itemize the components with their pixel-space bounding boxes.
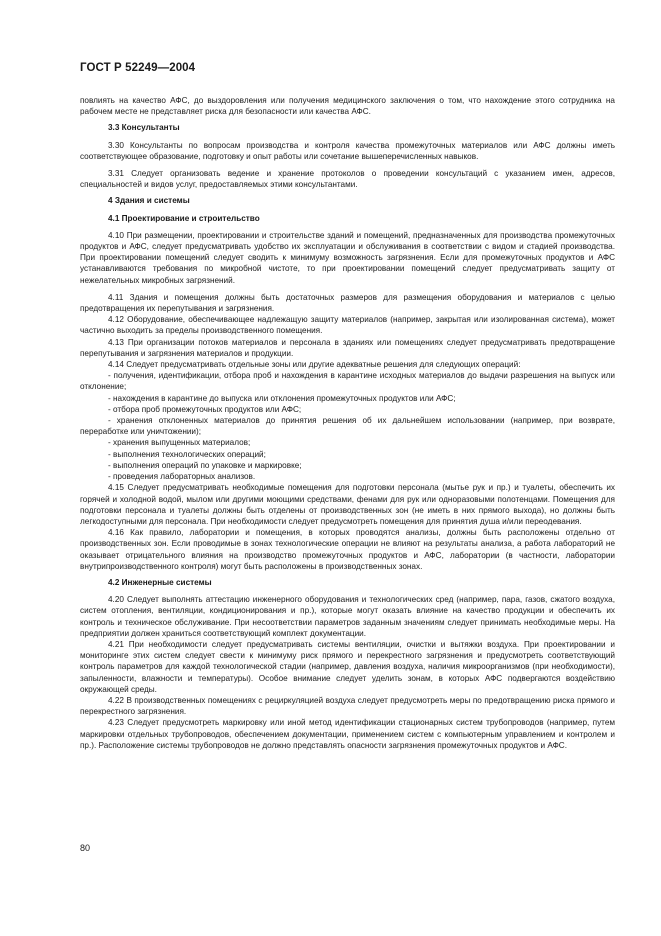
list-item: - нахождения в карантине до выпуска или отклонения промежуточных продуктов или АФС;	[108, 393, 456, 403]
list-item: - проведения лабораторных анализов.	[108, 472, 256, 482]
page-number: 80	[80, 843, 91, 853]
section-heading: 4.1 Проектирование и строительство	[108, 213, 260, 223]
paragraph: 4.16 Как правило, лаборатории и помещения, в которых проводятся анализы, должны быть расположены отдельно от производственных зон. Если проводимые в зонах технологические операции не влияют на результаты анализа, а работа лабораторий не оказывает отрицательного влияния на производство промежуточных продуктов и АФС, лаборатории (в частности, лаборатории внутрипроизводственного контроля) могут быть расположены в производственных зонах.	[80, 528, 615, 571]
paragraph: 4.14 Следует предусматривать отдельные зоны или другие адекватные решения для следующих операций:	[108, 360, 521, 370]
paragraph: 4.15 Следует предусматривать необходимые помещения для подготовки персонала (мытье рук и пр.) и туалеты, обеспечить их горячей и холодной водой, мылом или другими моющими средствами, фенами для рук или одноразовыми полотенцами. Помещения для подготовки персонала и туалеты должны быть отделены от производственных зон (не иметь в них прямого выхода), но должны быть легкодоступными для персонала. При необходимости следует предусмотреть помещения для принятия душа и/или переодевания.	[80, 483, 615, 526]
section-heading: 4.2 Инженерные системы	[108, 577, 212, 587]
list-item: - получения, идентификации, отбора проб и нахождения в карантине исходных материалов до выдачи разрешения на выпуск или отклонение;	[80, 371, 615, 392]
paragraph: 4.22 В производственных помещениях с рециркуляцией воздуха следует предусмотреть меры по предотвращению риска прямого и перекрестного загрязнения.	[80, 695, 615, 717]
list-item: - хранения выпущенных материалов;	[108, 438, 251, 448]
paragraph-continuation: повлиять на качество АФС, до выздоровления или получения медицинского заключения о том, что нахождение этого сотрудника на рабочем месте не представляет риска для безопасности или качества АФС.	[80, 96, 615, 117]
paragraph: 4.20 Следует выполнять аттестацию инженерного оборудования и технологических сред (например, пара, газов, сжатого воздуха, систем отопления, вентиляции, кондиционирования и пр.), которые могут оказать влияние на качество продукции и обеспечить их контроль и техническое обслуживание. При несоответствии параметров заданным значениям следует принимать необходимые меры. На предприятии должен храниться соответствующий комплект документации.	[80, 595, 615, 638]
paragraph: 4.11 Здания и помещения должны быть достаточных размеров для размещения оборудования и материалов с целью предотвращения их перепутывания и загрязнения.	[80, 292, 615, 314]
paragraph: 4.21 При необходимости следует предусматривать системы вентиляции, очистки и вытяжки воздуха. При проектировании и мониторинге этих систем следует свести к минимуму риск прямого и перекрестного загрязнения и предусмотреть соответствующий контроль параметров для каждой технологической стадии (например, давления воздуха, наличия микроорганизмов (при необходимости), запыленности, влажности и температуры). Особое внимание следует уделить зонам, в которых АФС подвергаются воздействию окружающей среды.	[80, 639, 615, 694]
paragraph: 4.12 Оборудование, обеспечивающее надлежащую защиту материалов (например, закрытая или изолированная система), может частично выходить за пределы производственного помещения.	[80, 315, 615, 336]
section-heading: 4 Здания и системы	[108, 196, 190, 206]
list-item: - отбора проб промежуточных продуктов или АФС;	[108, 404, 302, 414]
paragraph: 3.30 Консультанты по вопросам производства и контроля качества промежуточных материалов или АФС должны иметь соответствующее образование, подготовку и опыт работы или сочетание вышеперечисленных навыков.	[80, 140, 615, 161]
list-item: - выполнения операций по упаковке и маркировке;	[108, 460, 302, 470]
paragraph: 4.23 Следует предусмотреть маркировку или иной метод идентификации стационарных систем трубопроводов (например, путем маркировки отдельных трубопроводов, обеспечением документации, применением систем с компьютерным управлением и контролем и пр.). Расположение системы трубопроводов не должно представлять опасности загрязнения промежуточных продуктов и АФС.	[80, 718, 615, 750]
paragraph: 4.10 При размещении, проектировании и строительстве зданий и помещений, предназначенных для производства промежуточных продуктов и АФС, следует предусматривать удобство их эксплуатации и обслуживания в соответствии с видом и стадией производства. При проектировании помещений следует сводить к минимуму возможность загрязнения. Если для промежуточных продуктов и АФС устанавливаются требования по микробной чистоте, то при проектировании помещений следует предусматривать защиту от нежелательных микробных загрязнений.	[80, 230, 615, 285]
document-body	[80, 95, 615, 751]
section-heading: 3.3 Консультанты	[108, 123, 180, 133]
paragraph: 3.31 Следует организовать ведение и хранение протоколов о проведении консультаций с указанием имен, адресов, специальностей и видов услуг, предоставляемых этими консультантами.	[80, 169, 615, 190]
paragraph: 4.13 При организации потоков материалов и персонала в зданиях или помещениях следует предусматривать предотвращение перепутывания и загрязнения материалов и продукции.	[80, 337, 615, 358]
document-code: ГОСТ Р 52249—2004	[80, 62, 196, 74]
list-item: - выполнения технологических операций;	[108, 449, 266, 459]
list-item: - хранения отклоненных материалов до принятия решения об их дальнейшем использовании (например, при возврате, переработке или уничтожении);	[80, 416, 615, 437]
